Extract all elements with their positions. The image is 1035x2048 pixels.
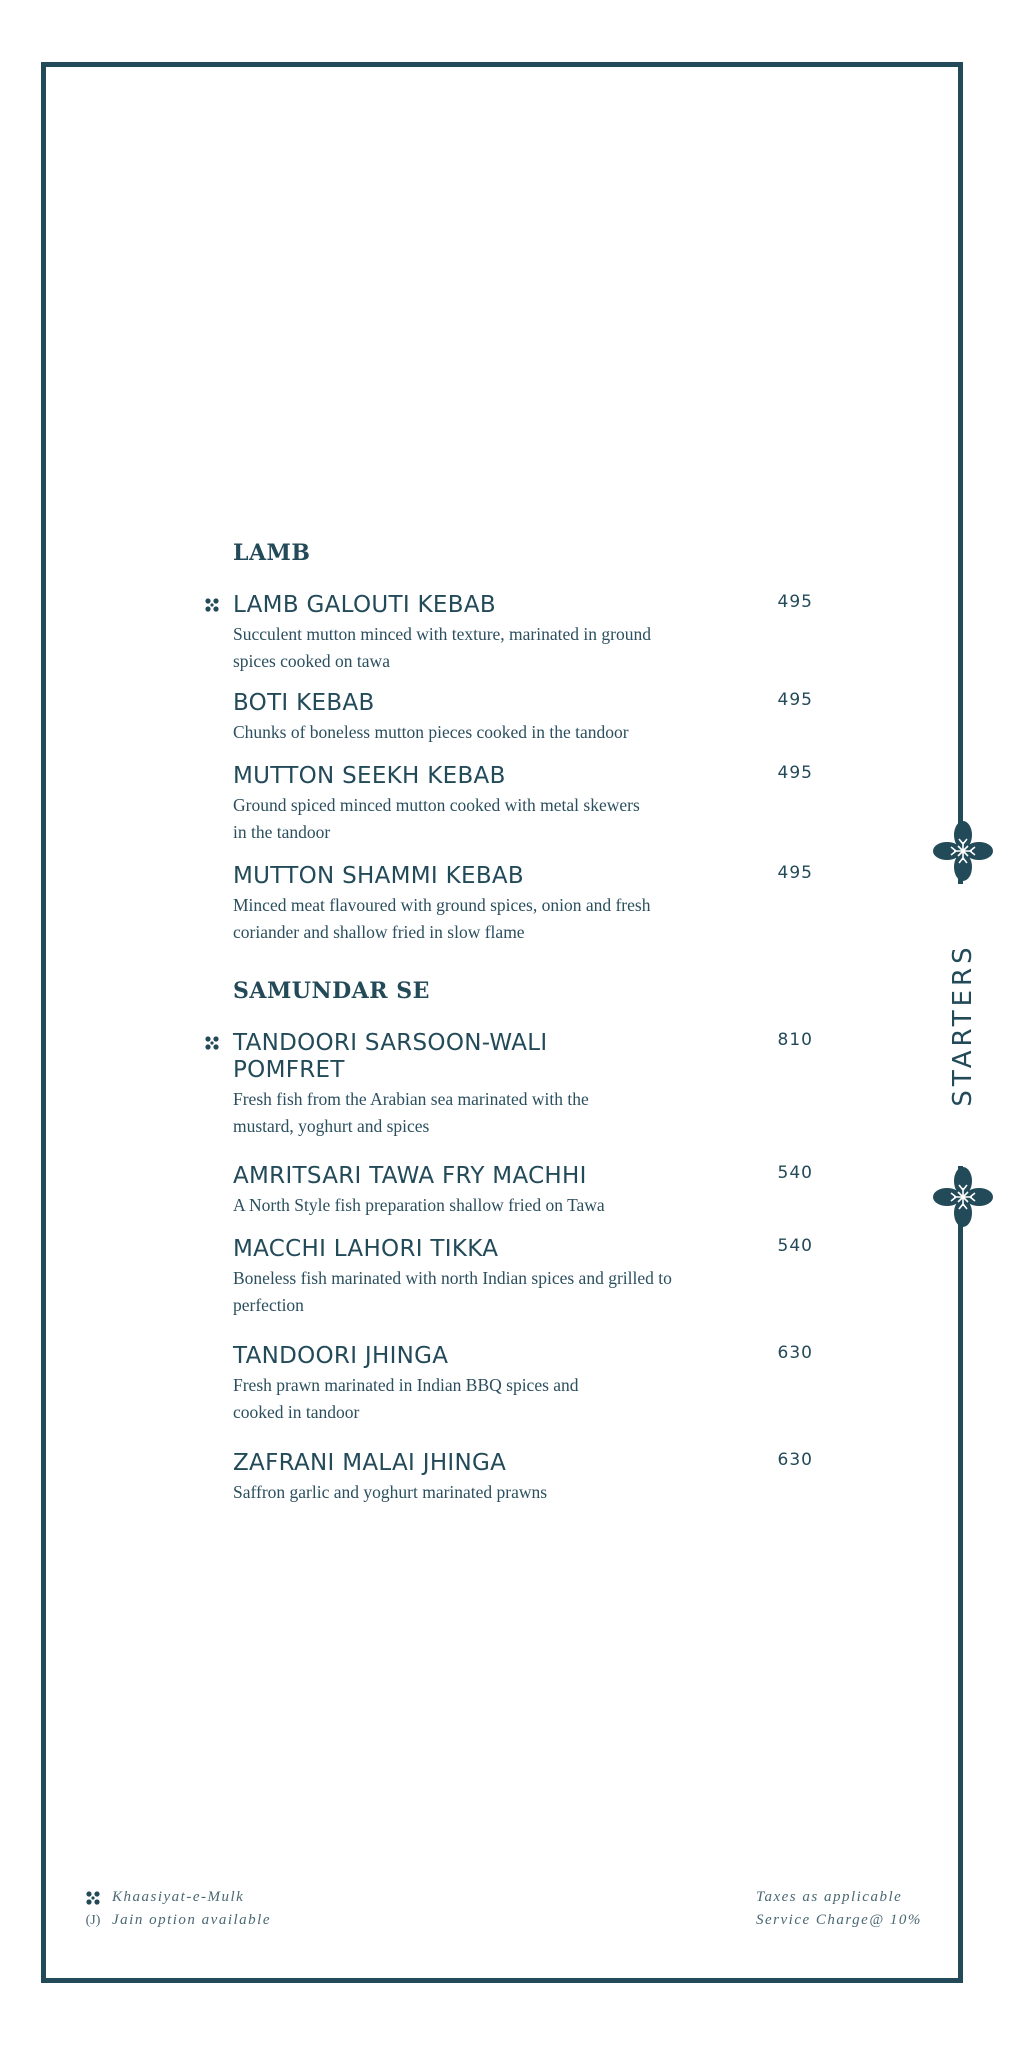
section-title-lamb: LAMB [233,540,311,566]
item-name: TANDOORI JHINGA [233,1343,449,1369]
item-description: Boneless fish marinated with north Indian spices and grilled to perfection [233,1268,672,1315]
menu-item [233,690,813,746]
item-description: Succulent mutton minced with texture, marinated in ground spices cooked on tawa [233,624,651,671]
item-name: BOTI KEBAB [233,690,375,716]
floral-ornament-icon [932,820,994,882]
item-price: 540 [777,1236,813,1256]
item-description: Chunks of boneless mutton pieces cooked in the tandoor [233,722,629,742]
item-name: ZAFRANI MALAI JHINGA [233,1450,507,1476]
item-description: Fresh fish from the Arabian sea marinated with the mustard, yoghurt and spices [233,1089,589,1136]
section-title-samundar-se: SAMUNDAR SE [233,978,430,1004]
item-price: 540 [777,1163,813,1183]
menu-item [233,1343,813,1426]
khaasiyat-icon [205,598,219,612]
item-description: A North Style fish preparation shallow fried on Tawa [233,1195,605,1215]
item-price: 630 [777,1343,813,1363]
khaasiyat-icon [84,1891,102,1905]
item-name: LAMB GALOUTI KEBAB [233,592,496,618]
item-price: 495 [777,763,813,783]
item-name: TANDOORI SARSOON-WALI POMFRET [233,1030,548,1083]
legend-row [84,1909,271,1932]
category-title-vertical: STARTERS [948,943,978,1107]
item-price: 495 [777,690,813,710]
menu-item [233,1450,813,1506]
legend-row [84,1886,271,1909]
legend-label: Khaasiyat-e-Mulk [112,1889,245,1905]
item-price: 810 [777,1030,813,1050]
menu-item [233,1163,813,1219]
item-price: 495 [777,863,813,883]
legend-label: Jain option available [112,1912,271,1928]
menu-item [233,863,813,946]
khaasiyat-icon [205,1036,219,1050]
item-name: MUTTON SEEKH KEBAB [233,763,506,789]
service-charge-note: Service Charge@ 10% [756,1912,922,1928]
menu-item [233,592,813,675]
item-description: Fresh prawn marinated in Indian BBQ spices and cooked in tandoor [233,1375,579,1422]
menu-border-frame [41,62,963,1983]
item-price: 495 [777,592,813,612]
item-description: Ground spiced minced mutton cooked with metal skewers in the tandoor [233,795,640,842]
item-description: Minced meat flavoured with ground spices, onion and fresh coriander and shallow fried in slow flame [233,895,651,942]
floral-ornament-icon [932,1166,994,1228]
menu-item [233,1236,813,1319]
item-name: MACCHI LAHORI TIKKA [233,1236,499,1262]
item-name: MUTTON SHAMMI KEBAB [233,863,525,889]
jain-icon: (J) [85,1913,101,1928]
menu-item [233,763,813,846]
item-name: AMRITSARI TAWA FRY MACHHI [233,1163,587,1189]
footer-notes [756,1886,922,1932]
menu-item [233,1030,813,1140]
item-price: 630 [777,1450,813,1470]
footer-legend [84,1886,271,1932]
item-description: Saffron garlic and yoghurt marinated prawns [233,1482,548,1502]
taxes-note: Taxes as applicable [756,1889,903,1905]
